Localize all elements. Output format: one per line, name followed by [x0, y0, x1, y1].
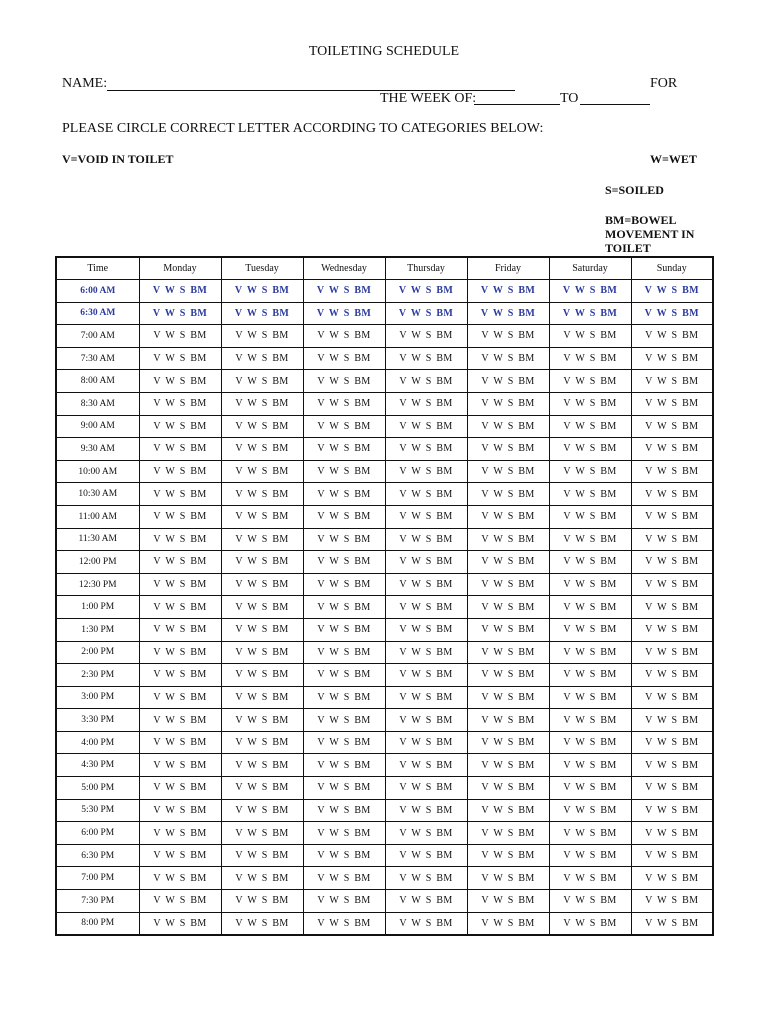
option-cell-saturday[interactable]: V W S BM [549, 912, 631, 935]
option-cell-tuesday[interactable]: V W S BM [221, 347, 303, 370]
option-cell-friday[interactable]: V W S BM [467, 731, 549, 754]
option-cell-wednesday[interactable]: V W S BM [303, 438, 385, 461]
option-cell-monday[interactable]: V W S BM [139, 483, 221, 506]
option-cell-monday[interactable]: V W S BM [139, 618, 221, 641]
table-row [56, 731, 713, 754]
option-cell-tuesday[interactable]: V W S BM [221, 460, 303, 483]
time-cell: 4:00 PM [56, 731, 139, 754]
option-cell-monday[interactable]: V W S BM [139, 867, 221, 890]
option-cell-wednesday[interactable]: V W S BM [303, 528, 385, 551]
option-cell-saturday[interactable]: V W S BM [549, 844, 631, 867]
table-row [56, 799, 713, 822]
option-cell-wednesday[interactable]: V W S BM [303, 686, 385, 709]
option-cell-saturday[interactable]: V W S BM [549, 460, 631, 483]
option-cell-thursday[interactable]: V W S BM [385, 890, 467, 913]
option-cell-friday[interactable]: V W S BM [467, 844, 549, 867]
option-cell-wednesday[interactable]: V W S BM [303, 370, 385, 393]
option-cell-monday[interactable]: V W S BM [139, 822, 221, 845]
time-cell: 9:30 AM [56, 438, 139, 461]
option-cell-saturday[interactable]: V W S BM [549, 664, 631, 687]
option-cell-wednesday[interactable]: V W S BM [303, 415, 385, 438]
option-cell-tuesday[interactable]: V W S BM [221, 867, 303, 890]
option-cell-tuesday[interactable]: V W S BM [221, 618, 303, 641]
option-cell-sunday[interactable]: V W S BM [631, 596, 713, 619]
option-cell-sunday[interactable]: V W S BM [631, 280, 713, 303]
schedule-table [55, 256, 714, 936]
option-cell-wednesday[interactable]: V W S BM [303, 618, 385, 641]
option-cell-friday[interactable]: V W S BM [467, 438, 549, 461]
table-row [56, 686, 713, 709]
table-row [56, 528, 713, 551]
column-header-wednesday: Wednesday [303, 257, 385, 280]
time-cell: 6:00 AM [56, 280, 139, 303]
option-cell-sunday[interactable]: V W S BM [631, 573, 713, 596]
option-cell-monday[interactable]: V W S BM [139, 777, 221, 800]
option-cell-monday[interactable]: V W S BM [139, 302, 221, 325]
option-cell-monday[interactable]: V W S BM [139, 280, 221, 303]
time-cell: 12:00 PM [56, 551, 139, 574]
option-cell-sunday[interactable]: V W S BM [631, 799, 713, 822]
option-cell-wednesday[interactable]: V W S BM [303, 912, 385, 935]
option-cell-wednesday[interactable]: V W S BM [303, 302, 385, 325]
option-cell-monday[interactable]: V W S BM [139, 686, 221, 709]
option-cell-sunday[interactable]: V W S BM [631, 912, 713, 935]
option-cell-monday[interactable]: V W S BM [139, 731, 221, 754]
option-cell-friday[interactable]: V W S BM [467, 573, 549, 596]
table-row [56, 370, 713, 393]
time-cell: 11:30 AM [56, 528, 139, 551]
option-cell-sunday[interactable]: V W S BM [631, 392, 713, 415]
option-cell-monday[interactable]: V W S BM [139, 799, 221, 822]
time-cell: 5:30 PM [56, 799, 139, 822]
table-row [56, 709, 713, 732]
column-header-sunday: Sunday [631, 257, 713, 280]
option-cell-wednesday[interactable]: V W S BM [303, 641, 385, 664]
option-cell-wednesday[interactable]: V W S BM [303, 280, 385, 303]
option-cell-friday[interactable]: V W S BM [467, 460, 549, 483]
time-cell: 5:00 PM [56, 777, 139, 800]
option-cell-tuesday[interactable]: V W S BM [221, 596, 303, 619]
option-cell-monday[interactable]: V W S BM [139, 415, 221, 438]
table-row [56, 573, 713, 596]
week-end-field-line[interactable] [580, 104, 650, 105]
table-row [56, 641, 713, 664]
option-cell-tuesday[interactable]: V W S BM [221, 844, 303, 867]
table-row [56, 505, 713, 528]
option-cell-thursday[interactable]: V W S BM [385, 686, 467, 709]
option-cell-sunday[interactable]: V W S BM [631, 370, 713, 393]
time-cell: 8:00 AM [56, 370, 139, 393]
time-cell: 6:30 PM [56, 844, 139, 867]
option-cell-friday[interactable]: V W S BM [467, 799, 549, 822]
option-cell-saturday[interactable]: V W S BM [549, 370, 631, 393]
option-cell-wednesday[interactable]: V W S BM [303, 731, 385, 754]
time-cell: 8:30 AM [56, 392, 139, 415]
option-cell-thursday[interactable]: V W S BM [385, 325, 467, 348]
option-cell-saturday[interactable]: V W S BM [549, 302, 631, 325]
option-cell-saturday[interactable]: V W S BM [549, 596, 631, 619]
time-cell: 6:00 PM [56, 822, 139, 845]
option-cell-saturday[interactable]: V W S BM [549, 754, 631, 777]
time-cell: 1:30 PM [56, 618, 139, 641]
option-cell-sunday[interactable]: V W S BM [631, 302, 713, 325]
option-cell-thursday[interactable]: V W S BM [385, 754, 467, 777]
option-cell-tuesday[interactable]: V W S BM [221, 709, 303, 732]
option-cell-sunday[interactable]: V W S BM [631, 686, 713, 709]
option-cell-monday[interactable]: V W S BM [139, 709, 221, 732]
option-cell-thursday[interactable]: V W S BM [385, 573, 467, 596]
option-cell-saturday[interactable]: V W S BM [549, 415, 631, 438]
time-cell: 2:00 PM [56, 641, 139, 664]
option-cell-saturday[interactable]: V W S BM [549, 890, 631, 913]
option-cell-thursday[interactable]: V W S BM [385, 438, 467, 461]
time-cell: 7:30 PM [56, 890, 139, 913]
option-cell-friday[interactable]: V W S BM [467, 822, 549, 845]
option-cell-saturday[interactable]: V W S BM [549, 483, 631, 506]
option-cell-wednesday[interactable]: V W S BM [303, 551, 385, 574]
table-row [56, 438, 713, 461]
option-cell-saturday[interactable]: V W S BM [549, 347, 631, 370]
option-cell-thursday[interactable]: V W S BM [385, 596, 467, 619]
table-row [56, 596, 713, 619]
option-cell-thursday[interactable]: V W S BM [385, 302, 467, 325]
option-cell-tuesday[interactable]: V W S BM [221, 686, 303, 709]
table-row [56, 392, 713, 415]
option-cell-saturday[interactable]: V W S BM [549, 799, 631, 822]
legend-soiled: S=SOILED [605, 183, 664, 197]
time-cell: 3:00 PM [56, 686, 139, 709]
table-row [56, 551, 713, 574]
option-cell-saturday[interactable]: V W S BM [549, 551, 631, 574]
option-cell-monday[interactable]: V W S BM [139, 438, 221, 461]
option-cell-wednesday[interactable]: V W S BM [303, 347, 385, 370]
option-cell-tuesday[interactable]: V W S BM [221, 302, 303, 325]
option-cell-sunday[interactable]: V W S BM [631, 641, 713, 664]
option-cell-friday[interactable]: V W S BM [467, 618, 549, 641]
time-cell: 12:30 PM [56, 573, 139, 596]
option-cell-sunday[interactable]: V W S BM [631, 460, 713, 483]
option-cell-friday[interactable]: V W S BM [467, 777, 549, 800]
column-header-friday: Friday [467, 257, 549, 280]
option-cell-friday[interactable]: V W S BM [467, 325, 549, 348]
option-cell-monday[interactable]: V W S BM [139, 573, 221, 596]
option-cell-sunday[interactable]: V W S BM [631, 731, 713, 754]
option-cell-wednesday[interactable]: V W S BM [303, 890, 385, 913]
option-cell-monday[interactable]: V W S BM [139, 392, 221, 415]
option-cell-saturday[interactable]: V W S BM [549, 325, 631, 348]
option-cell-saturday[interactable]: V W S BM [549, 867, 631, 890]
option-cell-monday[interactable]: V W S BM [139, 641, 221, 664]
option-cell-sunday[interactable]: V W S BM [631, 438, 713, 461]
time-cell: 10:30 AM [56, 483, 139, 506]
option-cell-monday[interactable]: V W S BM [139, 844, 221, 867]
table-row [56, 302, 713, 325]
instruction-text: PLEASE CIRCLE CORRECT LETTER ACCORDING TO CATEGORIES BELOW: [62, 121, 544, 136]
option-cell-wednesday[interactable]: V W S BM [303, 664, 385, 687]
table-row [56, 325, 713, 348]
option-cell-thursday[interactable]: V W S BM [385, 731, 467, 754]
table-row [56, 777, 713, 800]
table-row [56, 483, 713, 506]
option-cell-friday[interactable]: V W S BM [467, 505, 549, 528]
option-cell-thursday[interactable]: V W S BM [385, 799, 467, 822]
option-cell-tuesday[interactable]: V W S BM [221, 912, 303, 935]
option-cell-tuesday[interactable]: V W S BM [221, 483, 303, 506]
week-of-label: THE WEEK OF: [380, 91, 477, 106]
option-cell-sunday[interactable]: V W S BM [631, 618, 713, 641]
option-cell-sunday[interactable]: V W S BM [631, 483, 713, 506]
page-title: TOILETING SCHEDULE [308, 44, 460, 59]
option-cell-saturday[interactable]: V W S BM [549, 573, 631, 596]
option-cell-wednesday[interactable]: V W S BM [303, 573, 385, 596]
option-cell-sunday[interactable]: V W S BM [631, 528, 713, 551]
time-cell: 9:00 AM [56, 415, 139, 438]
table-row [56, 460, 713, 483]
option-cell-wednesday[interactable]: V W S BM [303, 460, 385, 483]
option-cell-sunday[interactable]: V W S BM [631, 754, 713, 777]
option-cell-thursday[interactable]: V W S BM [385, 618, 467, 641]
option-cell-friday[interactable]: V W S BM [467, 483, 549, 506]
time-cell: 4:30 PM [56, 754, 139, 777]
table-header-row [56, 257, 713, 280]
option-cell-sunday[interactable]: V W S BM [631, 890, 713, 913]
option-cell-tuesday[interactable]: V W S BM [221, 551, 303, 574]
option-cell-thursday[interactable]: V W S BM [385, 822, 467, 845]
time-cell: 2:30 PM [56, 664, 139, 687]
option-cell-friday[interactable]: V W S BM [467, 709, 549, 732]
option-cell-wednesday[interactable]: V W S BM [303, 392, 385, 415]
option-cell-saturday[interactable]: V W S BM [549, 822, 631, 845]
legend-void: V=VOID IN TOILET [62, 152, 174, 166]
option-cell-friday[interactable]: V W S BM [467, 347, 549, 370]
table-row [56, 822, 713, 845]
option-cell-wednesday[interactable]: V W S BM [303, 709, 385, 732]
time-cell: 7:30 AM [56, 347, 139, 370]
option-cell-friday[interactable]: V W S BM [467, 528, 549, 551]
option-cell-tuesday[interactable]: V W S BM [221, 505, 303, 528]
option-cell-thursday[interactable]: V W S BM [385, 415, 467, 438]
option-cell-thursday[interactable]: V W S BM [385, 912, 467, 935]
option-cell-friday[interactable]: V W S BM [467, 754, 549, 777]
option-cell-tuesday[interactable]: V W S BM [221, 754, 303, 777]
option-cell-wednesday[interactable]: V W S BM [303, 844, 385, 867]
option-cell-friday[interactable]: V W S BM [467, 370, 549, 393]
option-cell-wednesday[interactable]: V W S BM [303, 822, 385, 845]
option-cell-thursday[interactable]: V W S BM [385, 528, 467, 551]
option-cell-monday[interactable]: V W S BM [139, 460, 221, 483]
option-cell-monday[interactable]: V W S BM [139, 890, 221, 913]
option-cell-thursday[interactable]: V W S BM [385, 777, 467, 800]
option-cell-friday[interactable]: V W S BM [467, 890, 549, 913]
option-cell-thursday[interactable]: V W S BM [385, 551, 467, 574]
table-row [56, 280, 713, 303]
option-cell-sunday[interactable]: V W S BM [631, 664, 713, 687]
option-cell-sunday[interactable]: V W S BM [631, 551, 713, 574]
option-cell-sunday[interactable]: V W S BM [631, 709, 713, 732]
column-header-monday: Monday [139, 257, 221, 280]
option-cell-sunday[interactable]: V W S BM [631, 325, 713, 348]
option-cell-friday[interactable]: V W S BM [467, 641, 549, 664]
option-cell-friday[interactable]: V W S BM [467, 686, 549, 709]
column-header-tuesday: Tuesday [221, 257, 303, 280]
legend-wet: W=WET [650, 152, 697, 166]
time-cell: 11:00 AM [56, 505, 139, 528]
column-header-time: Time [56, 257, 139, 280]
time-cell: 6:30 AM [56, 302, 139, 325]
option-cell-monday[interactable]: V W S BM [139, 505, 221, 528]
option-cell-saturday[interactable]: V W S BM [549, 280, 631, 303]
option-cell-saturday[interactable]: V W S BM [549, 641, 631, 664]
option-cell-thursday[interactable]: V W S BM [385, 392, 467, 415]
option-cell-monday[interactable]: V W S BM [139, 347, 221, 370]
option-cell-tuesday[interactable]: V W S BM [221, 822, 303, 845]
option-cell-wednesday[interactable]: V W S BM [303, 596, 385, 619]
option-cell-sunday[interactable]: V W S BM [631, 415, 713, 438]
option-cell-thursday[interactable]: V W S BM [385, 370, 467, 393]
option-cell-thursday[interactable]: V W S BM [385, 709, 467, 732]
table-row [56, 867, 713, 890]
table-row [56, 618, 713, 641]
option-cell-monday[interactable]: V W S BM [139, 664, 221, 687]
option-cell-sunday[interactable]: V W S BM [631, 822, 713, 845]
option-cell-tuesday[interactable]: V W S BM [221, 641, 303, 664]
option-cell-tuesday[interactable]: V W S BM [221, 799, 303, 822]
option-cell-friday[interactable]: V W S BM [467, 280, 549, 303]
option-cell-tuesday[interactable]: V W S BM [221, 280, 303, 303]
option-cell-saturday[interactable]: V W S BM [549, 709, 631, 732]
time-cell: 3:30 PM [56, 709, 139, 732]
for-label: FOR [650, 76, 678, 91]
option-cell-monday[interactable]: V W S BM [139, 596, 221, 619]
week-start-field-line[interactable] [474, 104, 560, 105]
time-cell: 8:00 PM [56, 912, 139, 935]
option-cell-saturday[interactable]: V W S BM [549, 686, 631, 709]
option-cell-wednesday[interactable]: V W S BM [303, 754, 385, 777]
option-cell-saturday[interactable]: V W S BM [549, 528, 631, 551]
option-cell-tuesday[interactable]: V W S BM [221, 528, 303, 551]
option-cell-thursday[interactable]: V W S BM [385, 664, 467, 687]
option-cell-tuesday[interactable]: V W S BM [221, 370, 303, 393]
table-row [56, 664, 713, 687]
time-cell: 10:00 AM [56, 460, 139, 483]
option-cell-wednesday[interactable]: V W S BM [303, 799, 385, 822]
option-cell-sunday[interactable]: V W S BM [631, 844, 713, 867]
table-row [56, 890, 713, 913]
option-cell-wednesday[interactable]: V W S BM [303, 483, 385, 506]
option-cell-saturday[interactable]: V W S BM [549, 618, 631, 641]
option-cell-monday[interactable]: V W S BM [139, 325, 221, 348]
option-cell-friday[interactable]: V W S BM [467, 392, 549, 415]
option-cell-thursday[interactable]: V W S BM [385, 867, 467, 890]
option-cell-thursday[interactable]: V W S BM [385, 460, 467, 483]
option-cell-saturday[interactable]: V W S BM [549, 438, 631, 461]
option-cell-friday[interactable]: V W S BM [467, 596, 549, 619]
option-cell-tuesday[interactable]: V W S BM [221, 664, 303, 687]
option-cell-monday[interactable]: V W S BM [139, 912, 221, 935]
to-label: TO [560, 91, 579, 106]
option-cell-friday[interactable]: V W S BM [467, 912, 549, 935]
table-row [56, 912, 713, 935]
table-row [56, 754, 713, 777]
option-cell-thursday[interactable]: V W S BM [385, 844, 467, 867]
name-label: NAME: [62, 76, 108, 91]
option-cell-thursday[interactable]: V W S BM [385, 280, 467, 303]
time-cell: 1:00 PM [56, 596, 139, 619]
option-cell-tuesday[interactable]: V W S BM [221, 890, 303, 913]
option-cell-sunday[interactable]: V W S BM [631, 505, 713, 528]
option-cell-wednesday[interactable]: V W S BM [303, 325, 385, 348]
table-row [56, 415, 713, 438]
column-header-saturday: Saturday [549, 257, 631, 280]
table-row [56, 844, 713, 867]
option-cell-tuesday[interactable]: V W S BM [221, 731, 303, 754]
option-cell-saturday[interactable]: V W S BM [549, 731, 631, 754]
option-cell-tuesday[interactable]: V W S BM [221, 777, 303, 800]
option-cell-wednesday[interactable]: V W S BM [303, 505, 385, 528]
option-cell-monday[interactable]: V W S BM [139, 370, 221, 393]
option-cell-friday[interactable]: V W S BM [467, 551, 549, 574]
column-header-thursday: Thursday [385, 257, 467, 280]
time-cell: 7:00 PM [56, 867, 139, 890]
option-cell-thursday[interactable]: V W S BM [385, 641, 467, 664]
option-cell-sunday[interactable]: V W S BM [631, 777, 713, 800]
option-cell-saturday[interactable]: V W S BM [549, 777, 631, 800]
option-cell-wednesday[interactable]: V W S BM [303, 867, 385, 890]
option-cell-tuesday[interactable]: V W S BM [221, 438, 303, 461]
option-cell-saturday[interactable]: V W S BM [549, 505, 631, 528]
option-cell-monday[interactable]: V W S BM [139, 754, 221, 777]
option-cell-friday[interactable]: V W S BM [467, 415, 549, 438]
option-cell-monday[interactable]: V W S BM [139, 528, 221, 551]
option-cell-monday[interactable]: V W S BM [139, 551, 221, 574]
time-cell: 7:00 AM [56, 325, 139, 348]
option-cell-friday[interactable]: V W S BM [467, 664, 549, 687]
option-cell-wednesday[interactable]: V W S BM [303, 777, 385, 800]
option-cell-thursday[interactable]: V W S BM [385, 483, 467, 506]
option-cell-thursday[interactable]: V W S BM [385, 505, 467, 528]
option-cell-friday[interactable]: V W S BM [467, 302, 549, 325]
option-cell-tuesday[interactable]: V W S BM [221, 573, 303, 596]
option-cell-saturday[interactable]: V W S BM [549, 392, 631, 415]
option-cell-friday[interactable]: V W S BM [467, 867, 549, 890]
option-cell-tuesday[interactable]: V W S BM [221, 415, 303, 438]
option-cell-sunday[interactable]: V W S BM [631, 867, 713, 890]
table-row [56, 347, 713, 370]
option-cell-tuesday[interactable]: V W S BM [221, 392, 303, 415]
option-cell-tuesday[interactable]: V W S BM [221, 325, 303, 348]
legend-bowel-movement: BM=BOWEL MOVEMENT IN TOILET [605, 213, 695, 255]
option-cell-thursday[interactable]: V W S BM [385, 347, 467, 370]
option-cell-sunday[interactable]: V W S BM [631, 347, 713, 370]
